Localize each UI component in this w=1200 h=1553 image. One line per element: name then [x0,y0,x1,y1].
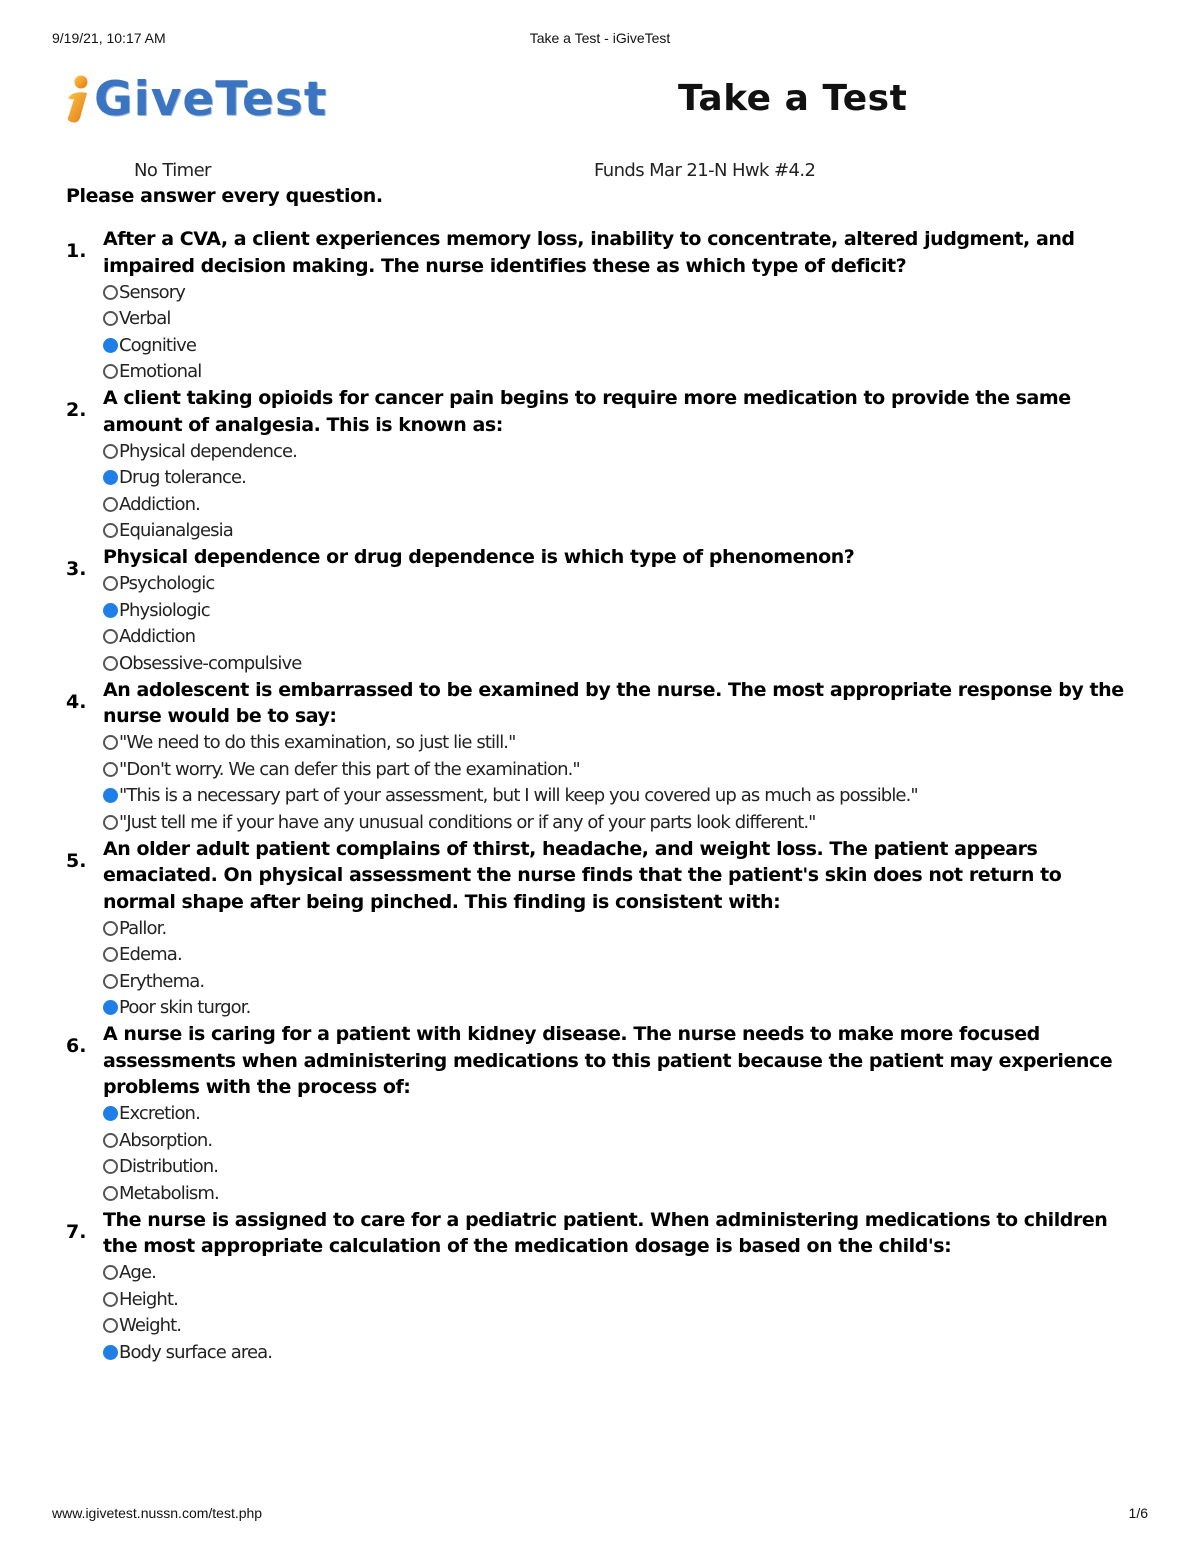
radio-unchecked-icon[interactable] [103,1318,118,1333]
answer-option-label: Verbal [119,308,171,330]
radio-checked-icon[interactable] [103,1000,118,1015]
answer-option-label: Drug tolerance. [119,467,246,489]
answer-option-label: Physical dependence. [119,440,297,462]
answer-option-label: Distribution. [119,1156,219,1178]
answer-option-label: Height. [119,1288,178,1310]
answer-option[interactable] [103,518,1136,545]
answer-option[interactable] [103,1313,1136,1340]
answer-option[interactable] [103,1101,1136,1128]
question-number: 6. [66,1035,87,1057]
test-name: Funds Mar 21-N Hwk #4.2 [594,160,816,181]
answer-option-label: Excretion. [119,1103,200,1125]
answer-option-label: Psychologic [119,573,215,595]
answer-options [103,1101,1136,1207]
answer-option-label: Cognitive [119,334,197,356]
answer-option[interactable] [103,359,1136,386]
radio-unchecked-icon[interactable] [103,735,118,750]
question-item [66,1207,1136,1366]
timer-label: No Timer [134,160,211,181]
question-item [66,544,1136,677]
radio-unchecked-icon[interactable] [103,1265,118,1280]
logo-text: GiveTest [94,72,328,127]
answer-option-label: Age. [119,1262,156,1284]
radio-unchecked-icon[interactable] [103,444,118,459]
answer-option-label: Metabolism. [119,1182,219,1204]
answer-option-label: Addiction. [119,493,200,515]
answer-option[interactable] [103,809,1136,836]
question-number: 4. [66,690,87,713]
answer-option-label: Erythema. [119,970,205,992]
answer-option[interactable] [103,1154,1136,1181]
question-number: 2. [66,399,87,421]
question-number: 3. [66,558,87,580]
answer-options [103,730,1136,836]
radio-unchecked-icon[interactable] [103,523,118,538]
question-text: A nurse is caring for a patient with kidney disease. The nurse needs to make more focused assessments when administering medications to this patient because the patient may experience problems with the process of: [103,1023,1113,1098]
answer-option[interactable] [103,624,1136,651]
print-page-indicator: 1/6 [1128,1505,1148,1521]
answer-option-label: Equianalgesia [119,520,233,542]
question-text: An older adult patient complains of thirst, headache, and weight loss. The patient appears emaciated. On physical assessment the nurse finds that the patient's skin does not return to normal shape after being pinched. This finding is consistent with: [103,837,1062,913]
question-item [66,677,1136,836]
answer-option-label: Body surface area. [119,1341,273,1363]
radio-unchecked-icon[interactable] [103,656,118,671]
question-item [66,1021,1136,1207]
radio-checked-icon[interactable] [103,603,118,618]
answer-option[interactable] [103,783,1136,810]
question-text: An adolescent is embarrassed to be examined by the nurse. The most appropriate response by the nurse would be to say: [103,678,1124,727]
print-url: www.igivetest.nussn.com/test.php [52,1505,263,1521]
radio-unchecked-icon[interactable] [103,364,118,379]
answer-option[interactable] [103,571,1136,598]
answer-option-label: "Just tell me if your have any unusual conditions or if any of your parts look different." [119,811,816,833]
radio-unchecked-icon[interactable] [103,311,118,326]
answer-option-label: "This is a necessary part of your assessment, but I will keep you covered up as much as possible." [119,785,918,807]
question-item [66,836,1136,1022]
answer-options [103,1260,1136,1366]
radio-unchecked-icon[interactable] [103,1186,118,1201]
igivetest-logo[interactable] [60,72,360,128]
radio-checked-icon[interactable] [103,470,118,485]
answer-option[interactable] [103,1260,1136,1287]
answer-option-label: Weight. [119,1315,182,1337]
radio-checked-icon[interactable] [103,788,118,803]
answer-option[interactable] [103,597,1136,624]
radio-checked-icon[interactable] [103,338,118,353]
answer-option[interactable] [103,306,1136,333]
radio-unchecked-icon[interactable] [103,815,118,830]
answer-option[interactable] [103,995,1136,1022]
radio-unchecked-icon[interactable] [103,629,118,644]
question-text: The nurse is assigned to care for a pediatric patient. When administering medications to children the most appropriate calculation of the medication dosage is based on the child's: [103,1208,1108,1257]
answer-options [103,571,1136,677]
answer-option[interactable] [103,279,1136,306]
answer-option[interactable] [103,438,1136,465]
answer-option-label: Absorption. [119,1129,213,1151]
radio-unchecked-icon[interactable] [103,1159,118,1174]
radio-unchecked-icon[interactable] [103,974,118,989]
radio-unchecked-icon[interactable] [103,1292,118,1307]
radio-unchecked-icon[interactable] [103,921,118,936]
print-header [52,30,1148,48]
answer-option-label: Edema. [119,944,182,966]
answer-option-label: Obsessive-compulsive [119,652,302,674]
page-title: Take a Test [678,78,908,119]
answer-option[interactable] [103,730,1136,757]
answer-option[interactable] [103,1286,1136,1313]
question-text: After a CVA, a client experiences memory loss, inability to concentrate, altered judgment, and impaired decision making. The nurse identifies these as which type of deficit? [103,228,1075,277]
answer-option[interactable] [103,915,1136,942]
answer-option[interactable] [103,1339,1136,1366]
radio-unchecked-icon[interactable] [103,285,118,300]
radio-unchecked-icon[interactable] [103,1133,118,1148]
answer-option[interactable] [103,491,1136,518]
radio-unchecked-icon[interactable] [103,576,118,591]
print-datetime: 9/19/21, 10:17 AM [52,30,166,46]
question-item [66,385,1136,544]
answer-option[interactable] [103,756,1136,783]
answer-option[interactable] [103,1180,1136,1207]
answer-option[interactable] [103,650,1136,677]
instructions: Please answer every question. [66,185,383,207]
answer-options [103,438,1136,544]
radio-checked-icon[interactable] [103,1106,118,1121]
answer-option-label: "Don't worry. We can defer this part of the examination." [119,758,580,780]
question-number: 7. [66,1220,87,1243]
answer-option[interactable] [103,1127,1136,1154]
question-number: 1. [66,240,87,262]
answer-options [103,915,1136,1021]
answer-option-label: Poor skin turgor. [119,997,251,1019]
answer-option[interactable] [103,465,1136,492]
answer-option-label: Pallor. [119,917,167,939]
print-page-title: Take a Test - iGiveTest [529,30,671,46]
question-text: A client taking opioids for cancer pain begins to require more medication to provide the same amount of analgesia. This is known as: [103,387,1071,436]
answer-option[interactable] [103,942,1136,969]
answer-option-label: Sensory [119,281,186,303]
question-number: 5. [66,849,87,872]
question-text: Physical dependence or drug dependence is which type of phenomenon? [103,546,855,568]
radio-checked-icon[interactable] [103,1345,118,1360]
question-item [66,226,1136,385]
answer-option[interactable] [103,968,1136,995]
answer-option-label: "We need to do this examination, so just lie still." [119,732,516,754]
question-list [66,226,1136,1366]
radio-unchecked-icon[interactable] [103,762,118,777]
answer-option-label: Emotional [119,361,202,383]
answer-option-label: Addiction [119,626,196,648]
person-i-icon [60,74,94,126]
answer-option[interactable] [103,332,1136,359]
answer-option-label: Physiologic [119,599,210,621]
answer-options [103,279,1136,385]
radio-unchecked-icon[interactable] [103,947,118,962]
radio-unchecked-icon[interactable] [103,497,118,512]
print-footer [52,1505,1148,1523]
